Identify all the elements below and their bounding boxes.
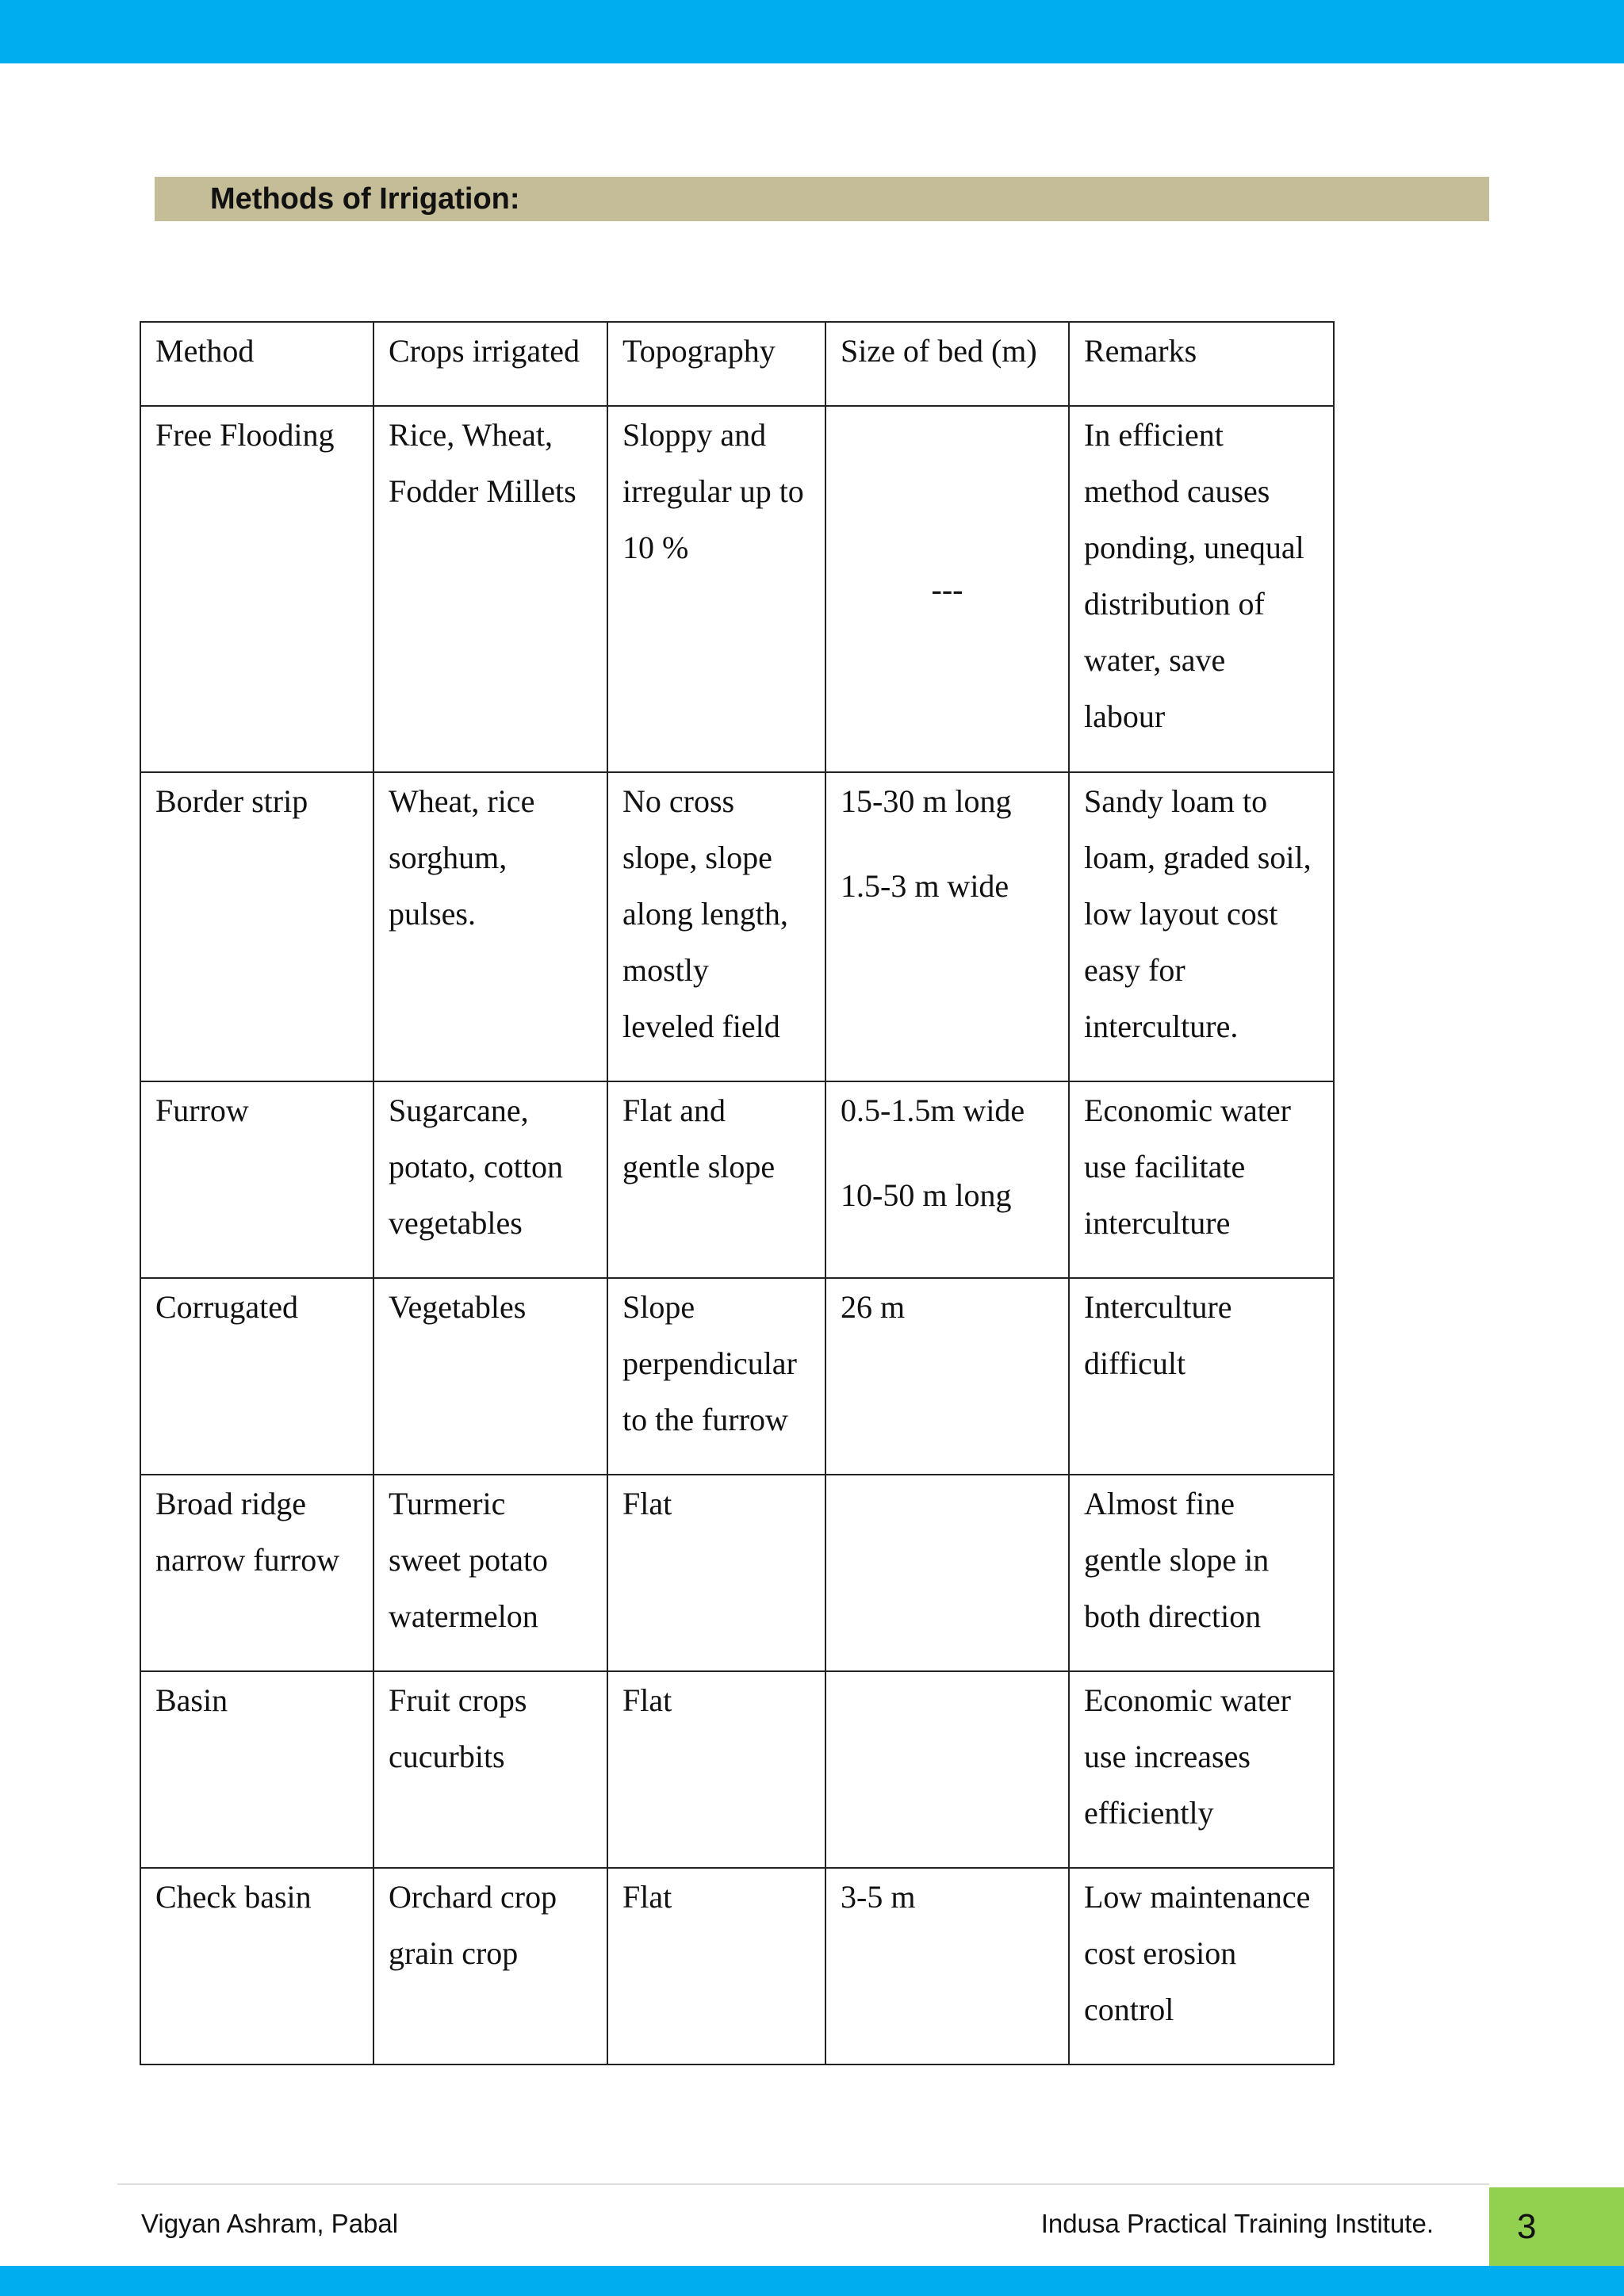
- table-header-row: [140, 322, 1334, 406]
- cell-remarks: [1069, 1868, 1334, 2064]
- table-body: [140, 322, 1334, 2064]
- top-accent-bar: [0, 0, 1624, 63]
- cell-topography: [607, 1671, 825, 1868]
- cell-crops: [373, 406, 607, 772]
- cell-crops: [373, 1671, 607, 1868]
- cell-spacer: [841, 829, 1054, 858]
- cell-text: low layout cost: [1084, 896, 1278, 932]
- cell-text: 15-30 m long: [841, 783, 1012, 819]
- cell-text: No cross: [622, 783, 735, 819]
- cell-text: along length,: [622, 896, 788, 932]
- cell-crops: [373, 772, 607, 1081]
- cell-method: [140, 1081, 373, 1278]
- cell-text: Slope: [622, 1289, 695, 1325]
- footer-organization: Vigyan Ashram, Pabal: [141, 2209, 399, 2238]
- cell-text: mostly: [622, 952, 709, 988]
- cell-size: [825, 1475, 1069, 1671]
- page-number: 3: [1489, 2187, 1624, 2266]
- cell-text: Free Flooding: [155, 417, 335, 453]
- cell-topography: [607, 1868, 825, 2064]
- cell-text: gentle slope in: [1084, 1542, 1270, 1578]
- cell-text: ponding, unequal: [1084, 530, 1304, 565]
- cell-text: vegetables: [389, 1205, 523, 1241]
- cell-text: Furrow: [155, 1093, 249, 1128]
- cell-text: Basin: [155, 1682, 228, 1718]
- cell-size: [825, 406, 1069, 772]
- cell-text: 1.5-3 m wide: [841, 868, 1009, 904]
- cell-topography: [607, 406, 825, 772]
- table-row: [140, 1475, 1334, 1671]
- table-row: [140, 406, 1334, 772]
- cell-text: cucurbits: [389, 1739, 505, 1774]
- cell-remarks: [1069, 1671, 1334, 1868]
- header-method: Method: [140, 322, 373, 406]
- cell-crops: [373, 1278, 607, 1475]
- cell-text: sweet potato: [389, 1542, 549, 1578]
- cell-text: Flat: [622, 1682, 672, 1718]
- header-size-of-bed: Size of bed (m): [825, 322, 1069, 406]
- cell-method: [140, 1475, 373, 1671]
- cell-text: In efficient: [1084, 417, 1224, 453]
- cell-size: [825, 1868, 1069, 2064]
- cell-text: distribution of: [1084, 586, 1265, 622]
- cell-text: Almost fine: [1084, 1486, 1235, 1521]
- cell-method: [140, 1671, 373, 1868]
- cell-text: grain crop: [389, 1935, 519, 1971]
- cell-text: Corrugated: [155, 1289, 298, 1325]
- cell-text: 26 m: [841, 1289, 906, 1325]
- cell-text: control: [1084, 1992, 1174, 2027]
- cell-text: Flat: [622, 1486, 672, 1521]
- cell-text: Sloppy and: [622, 417, 767, 453]
- cell-text: potato, cotton: [389, 1149, 563, 1184]
- cell-text: ---: [931, 571, 963, 607]
- cell-text: Flat: [622, 1879, 672, 1915]
- cell-text: easy for: [1084, 952, 1185, 988]
- cell-remarks: [1069, 1475, 1334, 1671]
- cell-text: Interculture: [1084, 1289, 1232, 1325]
- cell-text: pulses.: [389, 896, 476, 932]
- cell-topography: [607, 772, 825, 1081]
- cell-text: loam, graded soil,: [1084, 840, 1312, 875]
- cell-method: [140, 772, 373, 1081]
- header-crops-irrigated: Crops irrigated: [373, 322, 607, 406]
- cell-text: method causes: [1084, 473, 1270, 509]
- table-row: [140, 1081, 1334, 1278]
- cell-text: difficult: [1084, 1345, 1186, 1381]
- cell-text: Border strip: [155, 783, 308, 819]
- table-row: [140, 1671, 1334, 1868]
- cell-text: 10 %: [622, 530, 689, 565]
- cell-text: efficiently: [1084, 1795, 1214, 1831]
- cell-text: interculture.: [1084, 1008, 1239, 1044]
- cell-size: [825, 1671, 1069, 1868]
- cell-text: 0.5-1.5m wide: [841, 1093, 1025, 1128]
- cell-text: leveled field: [622, 1008, 780, 1044]
- cell-text: to the furrow: [622, 1402, 788, 1437]
- cell-text: Economic water: [1084, 1093, 1291, 1128]
- cell-text: interculture: [1084, 1205, 1231, 1241]
- cell-text: Broad ridge: [155, 1486, 306, 1521]
- cell-text: Fruit crops: [389, 1682, 527, 1718]
- table-row: [140, 1278, 1334, 1475]
- cell-text: irregular up to: [622, 473, 804, 509]
- cell-text: watermelon: [389, 1598, 538, 1634]
- cell-spacer: [841, 1138, 1054, 1167]
- cell-crops: [373, 1868, 607, 2064]
- cell-text: gentle slope: [622, 1149, 776, 1184]
- cell-topography: [607, 1475, 825, 1671]
- cell-text: Sandy loam to: [1084, 783, 1268, 819]
- cell-method: [140, 1278, 373, 1475]
- cell-crops: [373, 1475, 607, 1671]
- cell-method: [140, 1868, 373, 2064]
- cell-size: [825, 772, 1069, 1081]
- cell-text: cost erosion: [1084, 1935, 1237, 1971]
- cell-text: labour: [1084, 698, 1166, 734]
- cell-text: narrow furrow: [155, 1542, 340, 1578]
- cell-remarks: [1069, 772, 1334, 1081]
- cell-remarks: [1069, 1081, 1334, 1278]
- cell-crops: [373, 1081, 607, 1278]
- cell-remarks: [1069, 406, 1334, 772]
- cell-text: perpendicular: [622, 1345, 797, 1381]
- cell-text: Turmeric: [389, 1486, 506, 1521]
- cell-text: 10-50 m long: [841, 1177, 1012, 1213]
- header-remarks: Remarks: [1069, 322, 1334, 406]
- bottom-accent-bar: [0, 2266, 1624, 2296]
- cell-text: sorghum,: [389, 840, 508, 875]
- section-title: Methods of Irrigation:: [155, 177, 1489, 221]
- footer-institute: Indusa Practical Training Institute.: [1040, 2209, 1434, 2238]
- cell-text: Orchard crop: [389, 1879, 557, 1915]
- cell-text: 3-5 m: [841, 1879, 916, 1915]
- cell-text: use facilitate: [1084, 1149, 1246, 1184]
- header-topography: Topography: [607, 322, 825, 406]
- cell-text: Economic water: [1084, 1682, 1291, 1718]
- cell-text: slope, slope: [622, 840, 772, 875]
- cell-topography: [607, 1081, 825, 1278]
- cell-remarks: [1069, 1278, 1334, 1475]
- footer-divider: [117, 2183, 1489, 2185]
- cell-text: Wheat, rice: [389, 783, 535, 819]
- cell-text: Fodder Millets: [389, 473, 576, 509]
- cell-text: Low maintenance: [1084, 1879, 1311, 1915]
- cell-size: [825, 1278, 1069, 1475]
- cell-topography: [607, 1278, 825, 1475]
- irrigation-methods-table: [140, 321, 1335, 2065]
- cell-method: [140, 406, 373, 772]
- cell-text: Flat and: [622, 1093, 726, 1128]
- table-row: [140, 772, 1334, 1081]
- cell-text: both direction: [1084, 1598, 1262, 1634]
- cell-text: Rice, Wheat,: [389, 417, 553, 453]
- cell-text: Check basin: [155, 1879, 312, 1915]
- cell-text: Vegetables: [389, 1289, 527, 1325]
- cell-text: use increases: [1084, 1739, 1251, 1774]
- cell-text: Sugarcane,: [389, 1093, 529, 1128]
- cell-text: water, save: [1084, 642, 1226, 678]
- cell-size: [825, 1081, 1069, 1278]
- table-row: [140, 1868, 1334, 2064]
